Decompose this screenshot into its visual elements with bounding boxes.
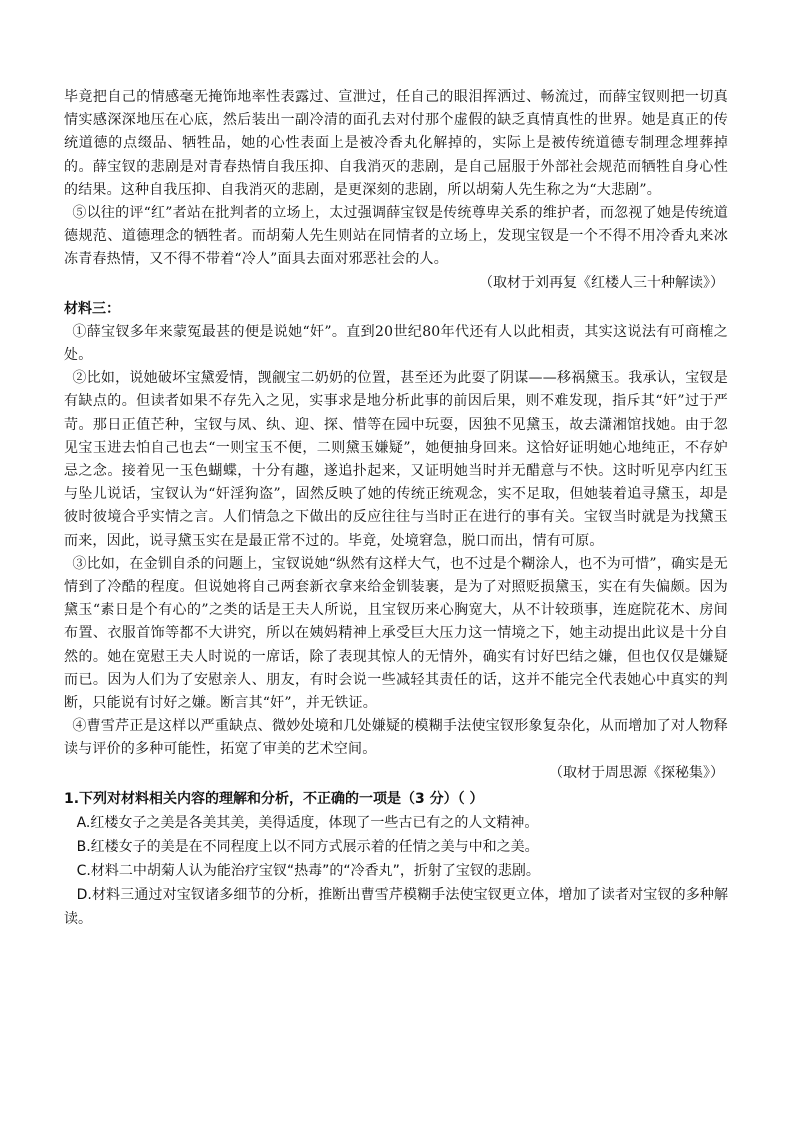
paragraph-continued: 毕竟把自己的情感毫无掩饰地率性表露过、宣泄过，任自己的眼泪挥洒过、畅流过，而薛宝钗则把一切真情实感深深地压在心底，然后装出一副冷清的面孔去对付那个虚假的缺乏真情真性的世界。她是真正的传统道德的点缀品、牺牲品，她的心性表面上是被冷香丸化解掉的，实际上是被传统道德专制理念埋葬掉的。薛宝钗的悲剧是对青春热情自我压抑、自我消灭的悲剧，是自己屈服于外部社会规范而牺牲自身心性的结果。这种自我压抑、自我消灭的悲剧，是更深刻的悲剧，所以胡菊人先生称之为“大悲剧”。 bbox=[64, 89, 728, 198]
material-3-paragraph-2: ②比如，说她破坏宝黛爱情，觊觎宝二奶奶的位置，甚至还为此耍了阴谋——移祸黛玉。我承认，宝钗是有缺点的。但读者如果不存先入之见，实事求是地分析此事的前因后果，则不难发现，指斥其“奸”过于严苛。那日正值芒种，宝钗与凤、纨、迎、探、惜等在园中玩耍，因独不见黛玉，故去潇湘馆找她。由于忽见宝玉进去怕自己也去“一则宝玉不便，二则黛玉嫌疑”，她便抽身回来。这恰好证明她心地纯正，不存妒忌之念。接着见一玉色蝴蝶，十分有趣，遂追扑起来，又证明她当时并无醋意与不快。这时听见亭内红玉与坠儿说话，宝钗认为“奸淫狗盗”，固然反映了她的传统正统观念，实不足取，但她装着追寻黛玉，却是彼时彼境合乎实情之言。人们情急之下做出的反应往往与当时正在进行的事有关。宝钗当时就是为找黛玉而来，因此，说寻黛玉实在是最正常不过的。毕竟，处境窘急，脱口而出，情有可原。 bbox=[64, 370, 728, 549]
question-1: 1.下列对材料相关内容的理解和分析，不正确的一项是（3 分）（ ） bbox=[64, 790, 484, 807]
document-page bbox=[64, 86, 728, 931]
option-d: D.材料三通过对宝钗诸多细节的分析，推断出曹雪芹模糊手法使宝钗更立体，增加了读者对宝钗的多种解读。 bbox=[64, 886, 728, 927]
paragraph-5: ⑤以往的评“红”者站在批判者的立场上，太过强调薛宝钗是传统尊卑关系的维护者，而忽视了她是传统道德规范、道德理念的牺牲者。而胡菊人先生则站在同情者的立场上，发现宝钗是一个不得不用冷香丸来冰冻青春热情，又不得不带着“冷人”面具去面对邪恶社会的人。 bbox=[64, 205, 728, 268]
material-3-paragraph-1: ①薛宝钗多年来蒙冤最甚的便是说她“奸”。直到20世纪80年代还有人以此相责，其实这说法有可商榷之处。 bbox=[64, 323, 728, 364]
option-c: C.材料二中胡菊人认为能治疗宝钗“热毒”的“冷香丸”，折射了宝钗的悲剧。 bbox=[76, 862, 540, 879]
material-3-paragraph-3: ③比如，在金钏自杀的问题上，宝钗说她“纵然有这样大气，也不过是个糊涂人，也不为可惜”，确实是无情到了冷酷的程度。但说她将自己两套新衣拿来给金钏装裹，是为了对照贬损黛玉，实在有失偏颇。因为黛玉“素日是个有心的”之类的话是王夫人所说，且宝钗历来心胸宽大，从不计较琐事，连庭院花木、房间布置、衣服首饰等都不大讲究，所以在姨妈精神上承受巨大压力这一情境之下，她主动提出此议是十分自然的。她在宽慰王夫人时说的一席话，除了表现其惊人的无情外，确实有讨好巴结之嫌，但也仅仅是嫌疑而已。因为人们为了安慰亲人、朋友，有时会说一些减轻其责任的话，这并不能完全代表她心中真实的判断，只能说有讨好之嫌。断言其“奸”，并无铁证。 bbox=[64, 555, 728, 712]
option-b: B.红楼女子的美是在不同程度上以不同方式展示着的任情之美与中和之美。 bbox=[76, 838, 539, 855]
option-a: A.红楼女子之美是各美其美，美得适度，体现了一些古已有之的人文精神。 bbox=[76, 814, 539, 831]
material-3-paragraph-4: ④曹雪芹正是这样以严重缺点、微妙处境和几处嫌疑的模糊手法使宝钗形象复杂化，从而增加了对人物释读与评价的多种可能性，拓宽了审美的艺术空间。 bbox=[64, 718, 728, 758]
material-3-title: 材料三： bbox=[64, 300, 120, 317]
question-1-options bbox=[64, 811, 728, 931]
source-citation-2: （取材于刘再复《红楼人三十种解读》） bbox=[479, 274, 724, 291]
source-citation-3: （取材于周思源《探秘集》） bbox=[549, 764, 724, 781]
